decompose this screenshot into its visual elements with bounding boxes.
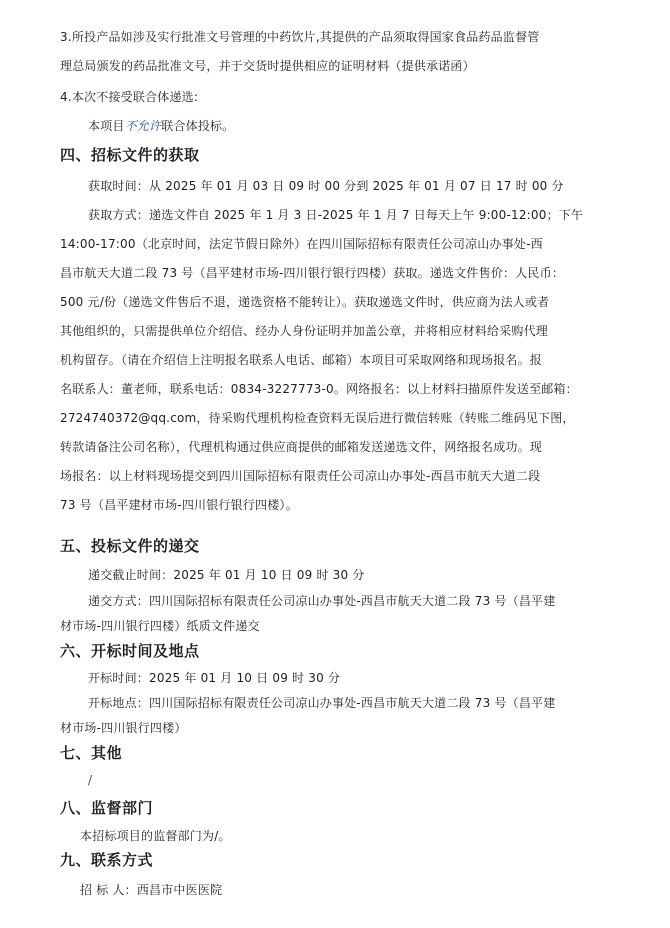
sec4-method-line: 场报名：以上材料现场提交到四川国际招标有限责任公司凉山办事处-西昌市航天大道二段	[60, 469, 541, 483]
sec4-method-line: 名联系人：董老师，联系电话：0834-3227773-0。网络报名：以上材料扫描原件发送至邮箱：	[60, 382, 578, 396]
sec4-method-line: 500 元/份（递选文件售后不退，递选资格不能转让）。获取递选文件时，供应商为法人或者	[60, 295, 550, 309]
req4-prefix: 本项目	[88, 119, 125, 133]
sec4-method-line: 昌市航天大道二段 73 号（昌平建材市场-四川银行银行四楼）获取。递选文件售价：人民币：	[60, 266, 565, 280]
sec5-method-line2: 材市场-四川银行四楼）纸质文件递交	[60, 619, 260, 633]
req4-line2	[88, 118, 234, 134]
req4-highlight: 不允许	[124, 119, 162, 133]
section-4-title: 四、招标文件的获取	[60, 146, 200, 164]
sec7-content: /	[88, 773, 93, 787]
section-6-title: 六、开标时间及地点	[60, 642, 200, 660]
sec6-time: 开标时间：2025 年 01 月 10 日 09 时 30 分	[88, 671, 341, 685]
section-9-title: 九、联系方式	[60, 851, 154, 869]
req3-line1: 3.所投产品如涉及实行批准文号管理的中药饮片,其提供的产品须取得国家食品药品监督管	[60, 30, 540, 44]
req4-line1: 4.本次不接受联合体递选:	[60, 90, 199, 104]
sec4-method-line: 获取方式：递选文件自 2025 年 1 月 3 日-2025 年 1 月 7 日每天上午 9:00-12:00；下午	[88, 208, 584, 222]
sec4-method-line: 2724740372@qq.com，待采购代理机构检查资料无误后进行微信转账（转账二维码见下图，	[60, 411, 575, 425]
section-7-title: 七、其他	[60, 744, 123, 762]
sec4-time: 获取时间：从 2025 年 01 月 03 日 09 时 00 分到 2025 年 01 月 07 日 17 时 00 分	[88, 179, 564, 193]
sec5-method-line1: 递交方式：四川国际招标有限责任公司凉山办事处-西昌市航天大道二段 73 号（昌平建	[88, 594, 556, 608]
sec9-tenderer: 招 标 人：西昌市中医医院	[80, 883, 223, 897]
sec8-content: 本招标项目的监督部门为/。	[80, 829, 231, 843]
sec5-deadline: 递交截止时间：2025 年 01 月 10 日 09 时 30 分	[88, 568, 365, 582]
sec4-method-line: 14:00-17:00（北京时间，法定节假日除外）在四川国际招标有限责任公司凉山办事处-西	[60, 237, 543, 251]
section-5-title: 五、投标文件的递交	[60, 537, 200, 555]
sec4-method-line: 73 号（昌平建材市场-四川银行银行四楼）。	[60, 498, 298, 512]
sec6-place-line1: 开标地点：四川国际招标有限责任公司凉山办事处-西昌市航天大道二段 73 号（昌平建	[88, 696, 556, 710]
sec4-method-line: 其他组织的，只需提供单位介绍信、经办人身份证明并加盖公章，并将相应材料给采购代理	[60, 324, 549, 338]
sec6-place-line2: 材市场-四川银行四楼）	[60, 721, 187, 735]
section-8-title: 八、监督部门	[60, 799, 154, 817]
sec4-method-line: 机构留存。（请在介绍信上注明报名联系人电话、邮箱）本项目可采取网络和现场报名。报	[60, 353, 543, 367]
sec4-method-line: 转款请备注公司名称），代理机构通过供应商提供的邮箱发送递选文件，网络报名成功。现	[60, 440, 543, 454]
req4-suffix: 联合体投标。	[161, 119, 235, 133]
req3-line2: 理总局颁发的药品批准文号，并于交货时提供相应的证明材料（提供承诺函）	[60, 59, 475, 73]
